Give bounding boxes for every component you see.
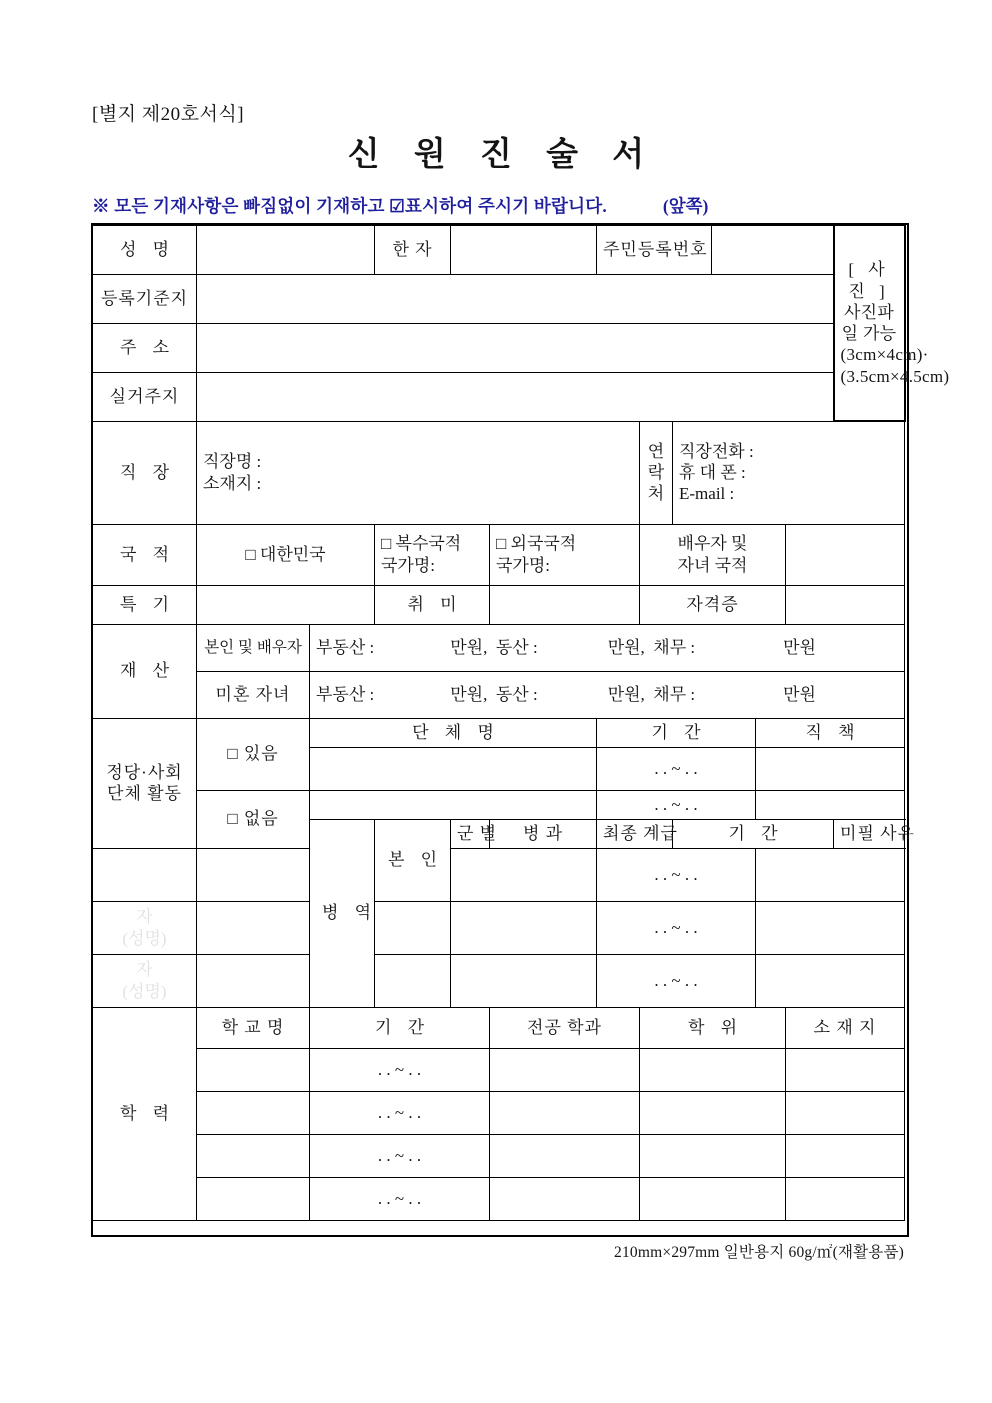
license-input[interactable]	[786, 585, 905, 624]
address-label: 주 소	[93, 323, 197, 372]
hobby-label: 취 미	[375, 585, 490, 624]
foreign-checkbox[interactable]: □ 외국국적	[496, 534, 577, 554]
foreign-country-field[interactable]: 국가명:	[496, 555, 550, 575]
photo-box[interactable]	[834, 225, 950, 421]
education-period-input-2[interactable]: . . ~ . .	[310, 1091, 490, 1134]
org-role-input-1[interactable]	[756, 747, 905, 790]
property-self-fields[interactable]	[310, 624, 905, 671]
property-children-movable-label: 동산 :	[495, 684, 538, 704]
company-location-field[interactable]: 소재지 :	[203, 473, 262, 493]
hanja-input[interactable]	[451, 225, 597, 274]
education-major-input-4[interactable]	[490, 1177, 640, 1220]
hanja-label: 한 자	[375, 225, 451, 274]
education-label: 학 력	[93, 1007, 197, 1220]
fill-instruction: ※ 모든 기재사항은 빠짐없이 기재하고 ☑표시하여 주시기 바랍니다.	[92, 196, 607, 216]
personal-statement-table	[92, 224, 950, 1221]
education-degree-input-4[interactable]	[640, 1177, 786, 1220]
military-reason-input-2[interactable]	[756, 901, 905, 954]
education-location-input-1[interactable]	[786, 1048, 905, 1091]
military-child-label-2	[93, 954, 197, 1007]
name-input[interactable]	[197, 225, 375, 274]
education-school-input-1[interactable]	[197, 1048, 310, 1091]
license-label: 자격증	[640, 585, 786, 624]
nationality-korea-checkbox[interactable]: □ 대한민국	[197, 524, 375, 585]
family-nationality-line2: 자녀 국적	[677, 555, 748, 575]
workplace-label: 직 장	[93, 421, 197, 524]
property-self-debt-label: 채무 :	[653, 637, 696, 657]
property-children-movable-unit: 만원,	[607, 684, 645, 704]
military-child-label-1-line2: (성명)	[122, 928, 167, 948]
education-school-input-4[interactable]	[197, 1177, 310, 1220]
row-registry	[93, 274, 905, 323]
row-nationality	[93, 524, 905, 585]
military-period-input-3[interactable]: . . ~ . .	[597, 954, 756, 1007]
property-children-label: 미혼 자녀	[197, 671, 310, 718]
education-header-school: 학 교 명	[197, 1007, 310, 1048]
dual-checkbox[interactable]: □ 복수국적	[381, 534, 462, 554]
military-rank-input-1[interactable]	[451, 848, 597, 901]
education-major-input-2[interactable]	[490, 1091, 640, 1134]
rrn-label: 주민등록번호	[597, 225, 712, 274]
education-school-input-3[interactable]	[197, 1134, 310, 1177]
row-property-children	[93, 671, 905, 718]
org-name-input-2[interactable]	[310, 790, 597, 819]
contact-char-3: 처	[647, 484, 665, 504]
row-property-self	[93, 624, 905, 671]
military-branch-input-1[interactable]	[93, 848, 197, 901]
form-code: [별지 제20호서식]	[92, 104, 245, 125]
family-nationality-label	[640, 524, 786, 585]
military-branch-input-2[interactable]	[197, 901, 310, 954]
military-header-period: 기 간	[673, 819, 834, 848]
page-side-marker: (앞쪽)	[662, 196, 709, 216]
org-header-role: 직 책	[756, 718, 905, 747]
property-self-realty-label: 부동산 :	[316, 637, 375, 657]
military-period-input-2[interactable]: . . ~ . .	[597, 901, 756, 954]
photo-note-file: 사진파일 가능	[841, 302, 897, 343]
org-role-input-2[interactable]	[756, 790, 905, 819]
name-label: 성 명	[93, 225, 197, 274]
military-corps-input-2[interactable]	[375, 901, 451, 954]
registry-label: 등록기준지	[93, 274, 197, 323]
org-name-input-1[interactable]	[310, 747, 597, 790]
special-skill-input[interactable]	[197, 585, 375, 624]
org-no-checkbox[interactable]: □ 없음	[197, 790, 310, 848]
org-activity-label-line2: 단체 활동	[107, 784, 182, 803]
military-child-label-2-line2: (성명)	[122, 981, 167, 1001]
education-major-input-3[interactable]	[490, 1134, 640, 1177]
military-label: 병 역	[310, 819, 375, 1007]
military-period-input-1[interactable]: . . ~ . .	[597, 848, 756, 901]
org-activity-label	[93, 718, 197, 848]
military-reason-input-3[interactable]	[756, 954, 905, 1007]
row-military-self	[93, 848, 905, 901]
row-education-1	[93, 1048, 905, 1091]
residence-label: 실거주지	[93, 372, 197, 421]
photo-title: [ 사 진 ]	[848, 260, 890, 301]
property-children-realty-label: 부동산 :	[316, 684, 375, 704]
special-skill-label: 특 기	[93, 585, 197, 624]
education-header-major: 전공 학과	[490, 1007, 640, 1048]
row-org-2	[93, 790, 905, 819]
org-period-input-1[interactable]: . . ~ . .	[597, 747, 756, 790]
military-header-corps: 병 과	[490, 819, 597, 848]
rrn-input[interactable]	[712, 225, 834, 274]
row-workplace	[93, 421, 905, 524]
org-activity-label-line1: 정당·사회	[106, 762, 183, 782]
org-header-period: 기 간	[597, 718, 756, 747]
row-education-2	[93, 1091, 905, 1134]
registry-input[interactable]	[197, 274, 834, 323]
org-header-name: 단 체 명	[310, 718, 597, 747]
military-header-reason: 미필 사유	[834, 819, 905, 848]
nationality-foreign[interactable]	[490, 524, 640, 585]
photo-size-2: (3.5cm×4.5cm)	[840, 366, 950, 386]
page-title: 신 원 진 술 서	[347, 137, 658, 173]
contact-char-2: 락	[647, 462, 665, 482]
row-name	[93, 225, 905, 274]
property-children-debt-label: 채무 :	[653, 684, 696, 704]
dual-country-field[interactable]: 국가명:	[381, 555, 435, 575]
education-header-degree: 학 위	[640, 1007, 786, 1048]
workplace-fields[interactable]	[197, 421, 640, 524]
row-org-header	[93, 718, 905, 747]
address-input[interactable]	[197, 323, 834, 372]
mobile-phone-field[interactable]: 휴 대 폰 :	[679, 463, 746, 483]
military-branch-input-3[interactable]	[197, 954, 310, 1007]
property-self-movable-label: 동산 :	[495, 637, 538, 657]
office-phone-field[interactable]: 직장전화 :	[679, 441, 754, 461]
row-address	[93, 323, 905, 372]
row-education-header	[93, 1007, 905, 1048]
paper-spec-footer: 210mm×297mm 일반용지 60g/㎡(재활용품)	[614, 1244, 904, 1261]
military-rank-input-3[interactable]	[451, 954, 597, 1007]
education-header-period: 기 간	[310, 1007, 490, 1048]
military-reason-input-1[interactable]	[756, 848, 905, 901]
property-children-debt-unit: 만원	[783, 684, 816, 704]
property-self-realty-unit: 만원,	[450, 637, 488, 657]
row-skills	[93, 585, 905, 624]
military-header-branch: 군 별	[451, 819, 490, 848]
education-period-input-1[interactable]: . . ~ . .	[310, 1048, 490, 1091]
education-degree-input-1[interactable]	[640, 1048, 786, 1091]
contact-fields[interactable]	[673, 421, 905, 524]
notice-row	[92, 193, 904, 218]
education-period-input-3[interactable]: . . ~ . .	[310, 1134, 490, 1177]
education-period-input-4[interactable]: . . ~ . .	[310, 1177, 490, 1220]
military-corps-input-3[interactable]	[375, 954, 451, 1007]
row-education-4	[93, 1177, 905, 1220]
residence-input[interactable]	[197, 372, 834, 421]
email-field[interactable]: E-mail :	[679, 484, 735, 504]
hobby-input[interactable]	[490, 585, 640, 624]
military-header-rank: 최종 계급	[597, 819, 673, 848]
education-degree-input-3[interactable]	[640, 1134, 786, 1177]
property-children-realty-unit: 만원,	[450, 684, 488, 704]
military-rank-input-2[interactable]	[451, 901, 597, 954]
education-location-input-4[interactable]	[786, 1177, 905, 1220]
property-self-debt-unit: 만원	[783, 637, 816, 657]
row-military-child-2	[93, 954, 905, 1007]
military-child-label-1	[93, 901, 197, 954]
education-degree-input-2[interactable]	[640, 1091, 786, 1134]
property-children-fields[interactable]	[310, 671, 905, 718]
property-label: 재 산	[93, 624, 197, 718]
org-period-input-2[interactable]: . . ~ . .	[597, 790, 756, 819]
nationality-dual[interactable]	[375, 524, 490, 585]
property-self-label: 본인 및 배우자	[197, 624, 310, 671]
education-major-input-1[interactable]	[490, 1048, 640, 1091]
row-residence	[93, 372, 905, 421]
education-header-location: 소 재 지	[786, 1007, 905, 1048]
org-yes-checkbox[interactable]: □ 있음	[197, 718, 310, 790]
family-nationality-line1: 배우자 및	[677, 534, 748, 554]
company-name-field[interactable]: 직장명 :	[203, 452, 262, 472]
contact-char-1: 연	[647, 441, 665, 461]
family-nationality-input[interactable]	[786, 524, 905, 585]
military-child-label-2-line1: 자	[136, 960, 153, 980]
education-school-input-2[interactable]	[197, 1091, 310, 1134]
row-military-child-1	[93, 901, 905, 954]
row-education-3	[93, 1134, 905, 1177]
contact-label	[640, 421, 673, 524]
military-child-label-1-line1: 자	[136, 907, 153, 927]
nationality-label: 국 적	[93, 524, 197, 585]
education-location-input-2[interactable]	[786, 1091, 905, 1134]
education-location-input-3[interactable]	[786, 1134, 905, 1177]
property-self-movable-unit: 만원,	[607, 637, 645, 657]
military-self-label: 본 인	[375, 819, 451, 901]
military-corps-input-1[interactable]	[197, 848, 310, 901]
photo-size-1: (3cm×4cm)·	[840, 345, 929, 365]
